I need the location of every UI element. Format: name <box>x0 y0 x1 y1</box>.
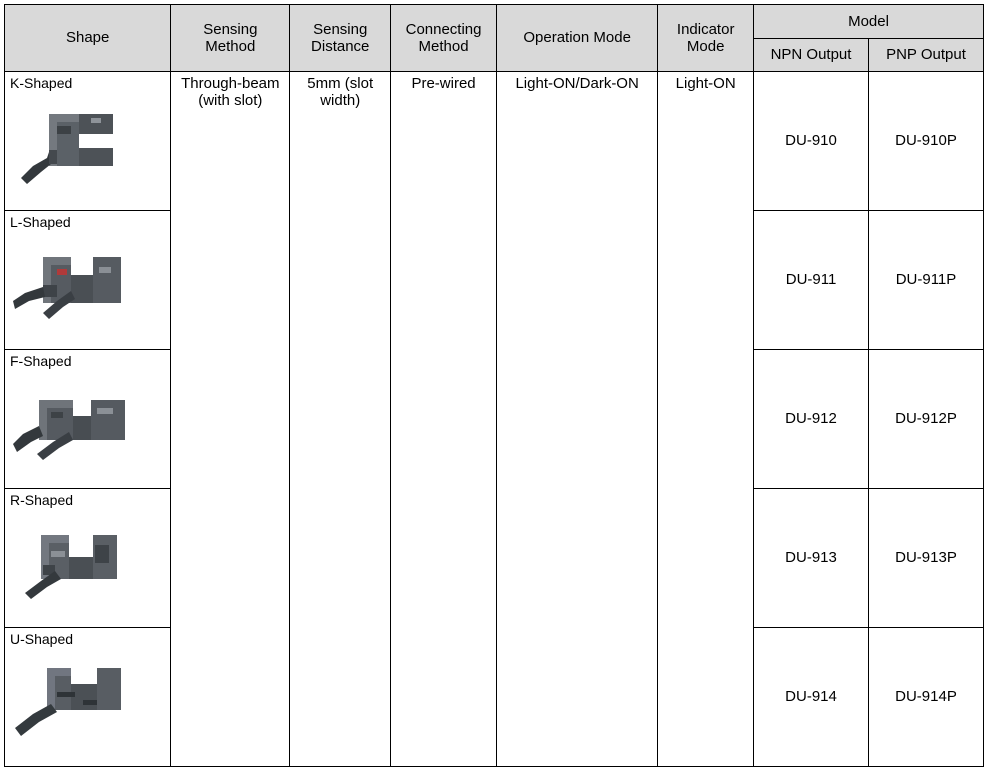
cell-operation-mode: Light-ON/Dark-ON <box>496 72 657 767</box>
cell-pnp-model: DU-910P <box>868 72 983 211</box>
f-shaped-sensor-photo <box>13 370 163 470</box>
shape-cell-u <box>5 628 171 767</box>
shape-cell-l <box>5 211 171 350</box>
r-shaped-sensor-photo <box>13 509 163 609</box>
header-sensing-method-line1: Sensing <box>203 20 258 38</box>
shape-label: L-Shaped <box>10 214 71 230</box>
k-shaped-sensor-photo <box>13 92 163 192</box>
header-npn-output: NPN Output <box>754 38 869 72</box>
header-indicator-mode-line1: Indicator <box>676 20 735 38</box>
l-shaped-sensor-photo <box>13 231 163 331</box>
shape-cell-f <box>5 350 171 489</box>
header-pnp-output: PNP Output <box>868 38 983 72</box>
cell-npn-model: DU-914 <box>754 628 869 767</box>
cell-npn-model: DU-912 <box>754 350 869 489</box>
cell-sensing-method: Through-beam (with slot) <box>171 72 290 767</box>
cell-npn-model: DU-910 <box>754 72 869 211</box>
table-header-row-1 <box>5 5 984 39</box>
cell-npn-model: DU-913 <box>754 489 869 628</box>
header-shape: Shape <box>5 5 171 72</box>
header-sensing-method-line2: Method <box>205 38 256 55</box>
header-sensing-distance-line1: Sensing <box>313 20 368 38</box>
header-operation-mode: Operation Mode <box>496 5 657 72</box>
product-spec-table <box>4 4 984 767</box>
header-connecting-method-line2: Method <box>418 38 469 55</box>
shape-label: R-Shaped <box>10 492 74 508</box>
header-sensing-distance-line2: Distance <box>311 38 370 55</box>
shape-label: F-Shaped <box>10 353 72 369</box>
cell-sensing-distance: 5mm (slot width) <box>290 72 391 767</box>
cell-pnp-model: DU-914P <box>868 628 983 767</box>
header-sensing-method <box>171 5 290 72</box>
cell-connecting-method: Pre-wired <box>391 72 497 767</box>
header-indicator-mode <box>658 5 754 72</box>
header-connecting-method-line1: Connecting <box>405 20 482 38</box>
header-model: Model <box>754 5 984 39</box>
shape-cell-k <box>5 72 171 211</box>
cell-npn-model: DU-911 <box>754 211 869 350</box>
cell-indicator-mode: Light-ON <box>658 72 754 767</box>
header-sensing-distance <box>290 5 391 72</box>
cell-pnp-model: DU-912P <box>868 350 983 489</box>
shape-label: U-Shaped <box>10 631 74 647</box>
table-row <box>5 72 984 211</box>
header-connecting-method <box>391 5 497 72</box>
cell-pnp-model: DU-913P <box>868 489 983 628</box>
u-shaped-sensor-photo <box>13 648 163 748</box>
shape-cell-r <box>5 489 171 628</box>
header-indicator-mode-line2: Mode <box>686 38 725 55</box>
cell-pnp-model: DU-911P <box>868 211 983 350</box>
shape-label: K-Shaped <box>10 75 73 91</box>
